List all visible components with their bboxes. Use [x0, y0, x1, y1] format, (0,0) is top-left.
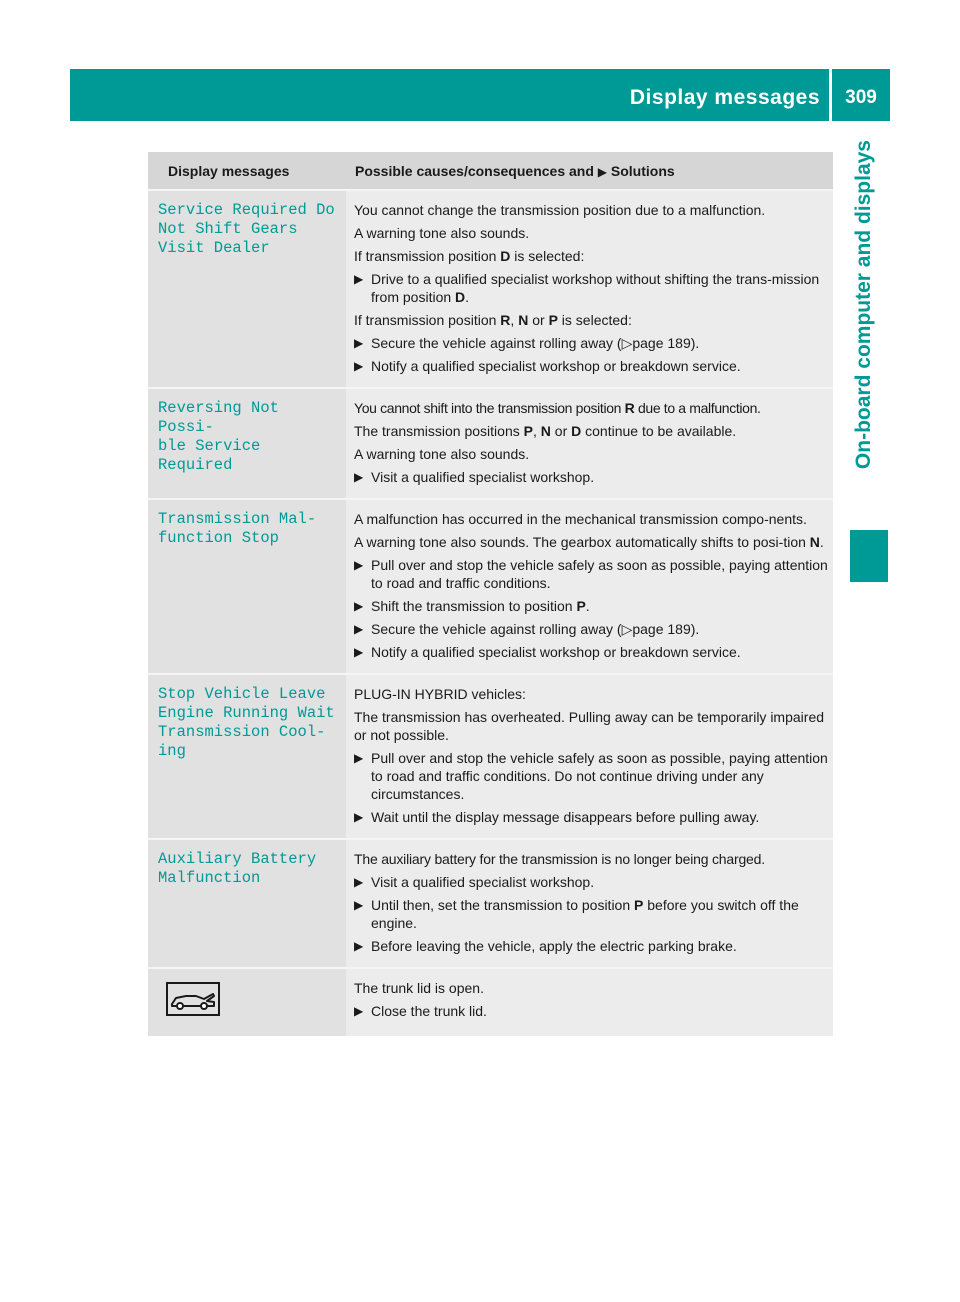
action-arrow-icon: ▶	[354, 810, 364, 824]
text: The transmission positions	[354, 423, 524, 439]
chapter-tab-marker	[850, 530, 888, 582]
text: .	[465, 289, 470, 305]
text: Drive to a qualified specialist workshop without shifting the trans-mission from position	[371, 271, 820, 305]
text: Visit a qualified specialist workshop.	[371, 469, 595, 485]
gear-label: N	[540, 423, 551, 439]
gear-label: R	[624, 400, 635, 416]
col-header-solutions	[346, 152, 833, 189]
action-arrow-icon: ▶	[354, 599, 364, 613]
display-message: Stop Vehicle Leave Engine Running Wait Transmission Cool‐ ing	[158, 685, 335, 760]
page-reference-icon: ▷	[621, 621, 633, 637]
text: .	[585, 598, 590, 614]
cause-text: The auxiliary battery for the transmission is no longer being charged.	[354, 851, 765, 867]
message-cell	[148, 387, 346, 498]
text: ,	[532, 423, 541, 439]
gear-label: D	[500, 248, 511, 264]
table-row	[148, 673, 833, 838]
solution-step	[354, 873, 829, 891]
cause-text: PLUG-IN HYBRID vehicles:	[354, 686, 526, 702]
action-arrow-icon: ▶	[354, 751, 364, 765]
cause-text	[354, 422, 829, 440]
gear-label: N	[518, 312, 529, 328]
message-cell	[148, 673, 346, 838]
solution-step	[354, 357, 829, 375]
text: Pull over and stop the vehicle safely as soon as possible, paying attention to road and traffic conditions.	[371, 557, 828, 591]
page-number: 309	[845, 87, 877, 108]
gear-label: P	[634, 897, 644, 913]
text: Before leaving the vehicle, apply the electric parking brake.	[371, 938, 737, 954]
gear-label: P	[576, 598, 586, 614]
solution-step	[354, 620, 829, 638]
action-arrow-icon: ▶	[354, 622, 364, 636]
text: Notify a qualified specialist workshop or breakdown service.	[371, 644, 741, 660]
action-arrow-icon: ▶	[354, 875, 364, 889]
action-arrow-icon: ▶	[354, 359, 364, 373]
action-arrow-icon: ▶	[354, 645, 364, 659]
solution-cell	[346, 189, 833, 387]
trunk-open-icon	[166, 982, 220, 1016]
message-cell	[148, 838, 346, 967]
table-row	[148, 967, 833, 1036]
col-header-text-2: Solutions	[610, 162, 675, 179]
page-title: Display messages	[629, 86, 820, 109]
gear-label: N	[809, 534, 820, 550]
solution-step	[354, 270, 829, 306]
solution-cell	[346, 838, 833, 967]
col-header-messages: Display messages	[148, 152, 346, 189]
text: Until then, set the transmission to position	[371, 897, 635, 913]
text: .	[819, 534, 824, 550]
cause-text	[354, 399, 829, 417]
cause-text: A malfunction has occurred in the mechanical transmission compo-nents.	[354, 511, 807, 527]
gear-label: D	[455, 289, 466, 305]
cause-text: The trunk lid is open.	[354, 980, 484, 996]
solution-step	[354, 643, 829, 661]
action-arrow-icon: ▶	[354, 336, 364, 350]
message-cell	[148, 189, 346, 387]
table-row	[148, 189, 833, 387]
text: If transmission position	[354, 312, 501, 328]
text: due to a malfunction.	[634, 400, 761, 416]
action-arrow-icon: ▶	[354, 939, 364, 953]
solution-step	[354, 808, 829, 826]
text: is selected:	[510, 248, 585, 264]
solution-step	[354, 1002, 829, 1020]
text: A warning tone also sounds. The gearbox automatically shifts to posi-tion	[354, 534, 810, 550]
page-reference[interactable]: page 189).	[632, 335, 700, 351]
table-row	[148, 498, 833, 673]
text: or	[550, 423, 572, 439]
message-cell	[148, 967, 346, 1036]
solution-step	[354, 334, 829, 352]
gear-label: R	[500, 312, 511, 328]
display-message: Reversing Not Possi‐ ble Service Required	[158, 399, 279, 474]
text: Secure the vehicle against rolling away (	[371, 335, 622, 351]
cause-text: A warning tone also sounds.	[354, 225, 530, 241]
col-header-text: Possible causes/consequences and	[355, 162, 594, 179]
display-messages-table	[148, 152, 833, 1036]
solution-cell	[346, 498, 833, 673]
text: Close the trunk lid.	[371, 1003, 487, 1019]
cause-text	[354, 311, 829, 329]
cause-text: The transmission has overheated. Pulling away can be temporarily impaired or not possible.	[354, 709, 825, 743]
solution-step	[354, 468, 829, 486]
action-arrow-icon: ▶	[597, 164, 608, 179]
cause-text: You cannot change the transmission position due to a malfunction.	[354, 202, 766, 218]
solution-step	[354, 937, 829, 955]
text: continue to be available.	[581, 423, 737, 439]
action-arrow-icon: ▶	[354, 898, 364, 912]
solution-step	[354, 597, 829, 615]
page-reference-icon: ▷	[621, 335, 633, 351]
text: If transmission position	[354, 248, 501, 264]
text: or	[528, 312, 549, 328]
side-chapter-label	[838, 140, 890, 560]
text: Notify a qualified specialist workshop or breakdown service.	[371, 358, 741, 374]
display-message: Service Required Do Not Shift Gears Visit Dealer	[158, 201, 335, 257]
text: before you switch off the engine.	[371, 897, 799, 931]
gear-label: P	[523, 423, 533, 439]
solution-step	[354, 896, 829, 932]
gear-label: D	[571, 423, 582, 439]
solution-cell	[346, 967, 833, 1036]
cause-text: A warning tone also sounds.	[354, 446, 530, 462]
text: Shift the transmission to position	[371, 598, 577, 614]
gear-label: P	[548, 312, 558, 328]
action-arrow-icon: ▶	[354, 558, 364, 572]
solution-step	[354, 556, 829, 592]
table-header-row	[148, 152, 833, 189]
solution-step	[354, 749, 829, 803]
cause-text	[354, 533, 829, 551]
display-message: Transmission Mal‐ function Stop	[158, 510, 317, 547]
text: ,	[510, 312, 519, 328]
table-row	[148, 838, 833, 967]
table-row	[148, 387, 833, 498]
solution-cell	[346, 673, 833, 838]
display-message: Auxiliary Battery Malfunction	[158, 850, 317, 887]
text: Visit a qualified specialist workshop.	[371, 874, 595, 890]
solution-cell	[346, 387, 833, 498]
action-arrow-icon: ▶	[354, 272, 364, 286]
side-chapter-text: On-board computer and displays	[852, 140, 875, 470]
text: Pull over and stop the vehicle safely as soon as possible, paying attention to road and traffic conditions. Do not continue driving under any circumstances.	[371, 750, 828, 802]
text: Secure the vehicle against rolling away (	[371, 621, 622, 637]
text: You cannot shift into the transmission position	[354, 400, 625, 416]
cause-text	[354, 247, 829, 265]
page-header	[70, 69, 890, 121]
text: is selected:	[557, 312, 632, 328]
action-arrow-icon: ▶	[354, 1004, 364, 1018]
text: Wait until the display message disappears before pulling away.	[371, 809, 760, 825]
action-arrow-icon: ▶	[354, 470, 364, 484]
page-reference[interactable]: page 189).	[632, 621, 700, 637]
message-cell	[148, 498, 346, 673]
